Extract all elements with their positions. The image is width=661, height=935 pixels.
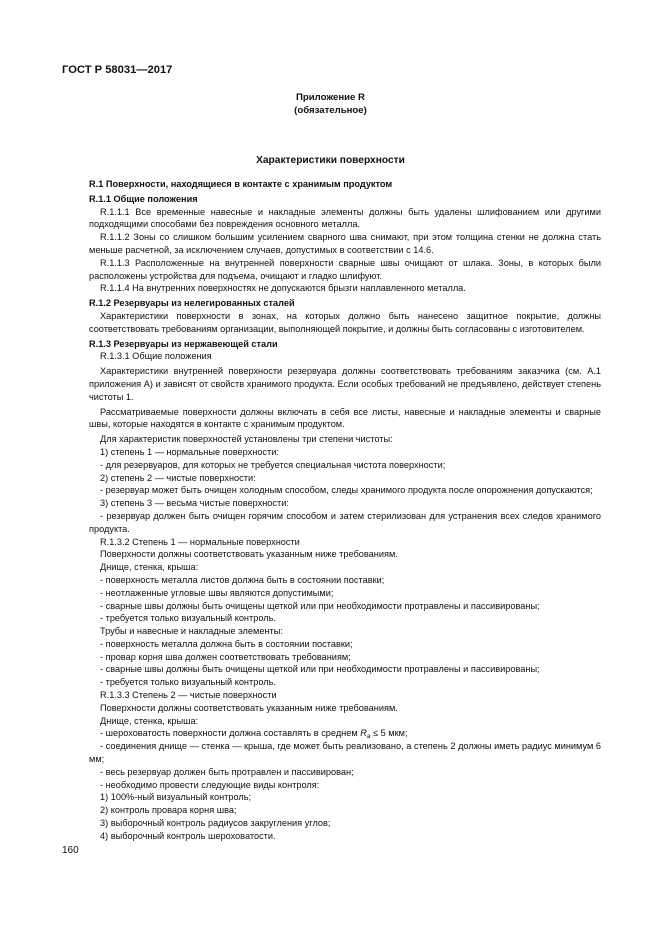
list-item: 1) 100%-ный визуальный контроль; <box>100 792 252 803</box>
list-item: - поверхность металла листов должна быть в состоянии поставки; <box>100 574 385 585</box>
paragraph: Рассматриваемые поверхности должны включать в себя все листы, навесные и накладные элементы и сварные швы, которые находятся в контакте с хранимым продуктом. <box>89 406 601 430</box>
paragraph: Для характеристик поверхностей установлены три степени чистоты: <box>100 434 393 445</box>
roughness-prefix: - шероховатость поверхности должна составлять в среднем <box>100 728 361 739</box>
list-item: - резервуар должен быть очищен горячим способом и затем стерилизован для устранения всех следов хранимого продукта. <box>89 510 601 534</box>
paragraph: R.1.1.2 Зоны со слишком большим усилением сварного шва снимают, при этом толщина стенки не должна стать меньше расчетной, за исключением случаев, допустимых в соответствии с 14.6. <box>89 232 601 255</box>
list-item: - сварные швы должны быть очищены щеткой или при необходимости протравлены и пассивированы; <box>100 600 540 611</box>
paragraph: Поверхности должны соответствовать указанным ниже требованиям. <box>100 549 398 560</box>
paragraph: Днище, стенка, крыша: <box>100 715 199 726</box>
heading-r1-3: R.1.3 Резервуары из нержавеющей стали <box>89 338 278 349</box>
section-title: Характеристики поверхности <box>256 155 405 166</box>
list-item: - поверхность металла должна быть в состоянии поставки; <box>100 638 353 649</box>
paragraph: R.1.1.3 Расположенные на внутренней поверхности сварные швы очищают от шлака. Зоны, в которых были расположены устройства для подъема, очищают и гладко шлифуют. <box>89 257 601 281</box>
list-item-roughness <box>89 727 601 740</box>
annex-title: Приложение R <box>296 92 365 103</box>
list-item: 1) степень 1 — нормальные поверхности: <box>100 446 279 457</box>
heading-r1-1: R.1.1 Общие положения <box>89 193 198 204</box>
list-item: - соединения днище — стенка — крыша, где может быть реализовано, а степень 2 должны иметь радиус минимум 6 мм; <box>89 741 601 765</box>
list-item: 2) контроль провара корня шва; <box>100 805 237 816</box>
standard-header: ГОСТ Р 58031—2017 <box>62 64 173 76</box>
list-item: - резервуар может быть очищен холодным способом, следы хранимого продукта после опорожнения допускаются; <box>100 485 593 496</box>
subheading-r1-3-2: R.1.3.2 Степень 1 — нормальные поверхности <box>100 536 300 547</box>
list-item: - сварные швы должны быть очищены щеткой или при необходимости протравлены и пассивированы; <box>100 664 540 675</box>
list-item: 4) выборочный контроль шероховатости. <box>100 830 276 841</box>
list-item: - неотлаженные угловые швы являются допустимыми; <box>100 587 334 598</box>
paragraph: Поверхности должны соответствовать указанным ниже требованиям. <box>100 702 398 713</box>
heading-r1: R.1 Поверхности, находящиеся в контакте с хранимым продуктом <box>89 179 393 189</box>
roughness-suffix: ≤ 5 мкм; <box>370 728 408 739</box>
annex-heading <box>0 91 661 117</box>
list-item: - для резервуаров, для которых не требуется специальная чистота поверхности; <box>100 459 446 470</box>
list-item: - весь резервуар должен быть протравлен и пассивирован; <box>100 766 354 777</box>
subheading-r1-3-3: R.1.3.3 Степень 2 — чистые поверхности <box>100 690 277 701</box>
roughness-symbol: R <box>360 728 367 739</box>
list-item: 3) степень 3 — весьма чистые поверхности: <box>100 498 289 509</box>
list-item: 2) степень 2 — чистые поверхности: <box>100 472 256 483</box>
list-item: - необходимо провести следующие виды контроля: <box>100 779 320 790</box>
roughness-subscript: a <box>366 733 371 741</box>
list-item: - провар корня шва должен соответствовать требованиям; <box>100 651 351 662</box>
paragraph: Характеристики поверхности в зонах, на которых должно быть нанесено защитное покрытие, должны соответствовать требованиям организации, выполняющей покрытие, и должны быть согласованы с изготовителем. <box>89 310 601 334</box>
list-item: 3) выборочный контроль радиусов закругления углов; <box>100 818 331 829</box>
paragraph: Характеристики внутренней поверхности резервуара должны соответствовать требованиям заказчика (см. А.1 приложения А) и зависят от свойств хранимого продукта. Если особых требований не предъявлено, действует степень чистоты 1. <box>89 366 601 402</box>
paragraph: Днище, стенка, крыша: <box>100 562 199 573</box>
paragraph: R.1.1.4 На внутренних поверхностях не допускаются брызги наплавленного металла. <box>100 283 466 294</box>
heading-r1-2: R.1.2 Резервуары из нелегированных сталей <box>89 298 295 309</box>
subheading-r1-3-1: R.1.3.1 Общие положения <box>100 351 212 362</box>
list-item: - требуется только визуальный контроль. <box>100 613 276 624</box>
body-text <box>89 178 601 843</box>
list-item: - требуется только визуальный контроль. <box>100 677 276 688</box>
paragraph: R.1.1.1 Все временные навесные и накладные элементы должны быть удалены шлифованием или другими подходящими способами без повреждения основного металла. <box>89 206 601 230</box>
annex-status: (обязательное) <box>294 105 367 117</box>
page-number: 160 <box>62 845 79 856</box>
paragraph: Трубы и навесные и накладные элементы: <box>100 626 283 637</box>
